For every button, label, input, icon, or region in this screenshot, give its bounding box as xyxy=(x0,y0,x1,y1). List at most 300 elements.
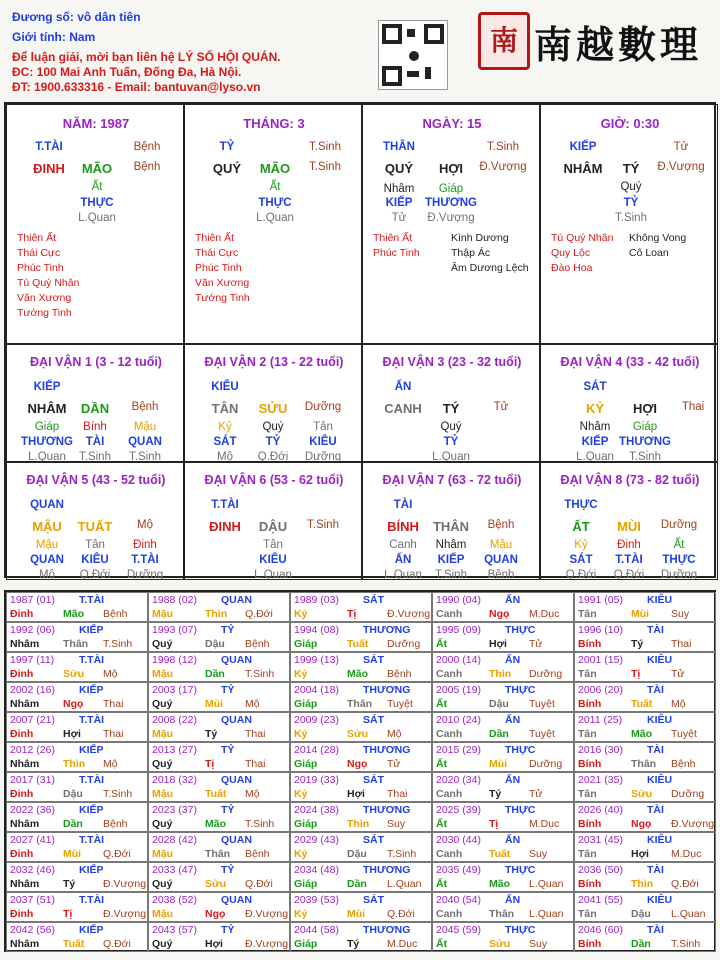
dai-van-value: Quý xyxy=(440,421,462,433)
dai-van-value: Bệnh xyxy=(131,401,159,413)
year-stem: Giáp xyxy=(294,938,318,950)
year-label: 2034 (48) xyxy=(294,864,339,876)
dai-van-value: Kỷ xyxy=(218,421,232,433)
year-stage: L.Quan xyxy=(529,878,564,890)
year-stage: Mộ xyxy=(103,758,118,770)
year-label: 2020 (34) xyxy=(436,774,481,786)
year-branch: Mão xyxy=(63,608,84,620)
year-label: 2019 (33) xyxy=(294,774,339,786)
year-god: TỶ xyxy=(221,864,235,876)
year-god: SÁT xyxy=(363,774,384,786)
year-stem: Canh xyxy=(436,908,463,920)
dai-van-value: TÀI xyxy=(85,436,105,448)
pillar-value: L.Quan xyxy=(78,212,116,224)
year-stem: Tân xyxy=(578,608,597,620)
gender: Giới tính: Nam xyxy=(12,30,96,44)
year-branch: Dần xyxy=(205,668,225,680)
year-god: THƯƠNG xyxy=(363,864,411,876)
year-label: 1998 (12) xyxy=(152,654,197,666)
year-cell xyxy=(6,802,148,832)
year-god: THỰC xyxy=(505,864,536,876)
year-branch: Dậu xyxy=(347,848,367,860)
dai-van-value: Đinh xyxy=(133,539,157,551)
year-cell xyxy=(148,712,290,742)
year-stage: Tuyệt xyxy=(387,698,413,710)
year-cell xyxy=(290,592,432,622)
dai-van-value: NHÂM xyxy=(27,401,67,416)
star-name: Tướng Tinh xyxy=(17,307,72,319)
pillar-value: Tử xyxy=(391,212,407,224)
year-stem: Nhâm xyxy=(10,818,40,830)
pillar-value: QUÝ xyxy=(212,161,242,176)
year-label: 2010 (24) xyxy=(436,714,481,726)
owner-name: Đương số: vô dân tiên xyxy=(12,10,141,24)
year-label: 2024 (38) xyxy=(294,804,339,816)
dai-van-value: Giáp xyxy=(34,421,60,433)
contact-note: Để luận giải, mời bạn liên hệ LÝ SỐ HỘI QUÁN. xyxy=(12,50,281,64)
year-label: 2015 (29) xyxy=(436,744,481,756)
dai-van-value: THƯƠNG xyxy=(619,436,671,448)
dai-van-value: Mộ xyxy=(217,451,233,462)
year-label: 2030 (44) xyxy=(436,834,481,846)
year-stage: Tử xyxy=(529,638,543,650)
year-stem: Quý xyxy=(152,638,173,650)
dai-van-2 xyxy=(184,344,362,462)
pillar-value: THÂN xyxy=(383,141,415,153)
year-label: 2027 (41) xyxy=(10,834,55,846)
year-cell xyxy=(574,832,716,862)
year-label: 2042 (56) xyxy=(10,924,55,936)
year-stage: Dưỡng xyxy=(529,758,563,770)
year-god: TÀI xyxy=(647,744,664,756)
year-stem: Mậu xyxy=(152,848,173,860)
year-stem: Nhâm xyxy=(10,938,40,950)
year-stem: Nhâm xyxy=(10,698,40,710)
star-name: Thiên Ất xyxy=(17,232,57,244)
pillar-value: T.Sinh xyxy=(309,141,341,153)
year-stage: Tử xyxy=(387,758,401,770)
year-branch: Ngọ xyxy=(631,818,652,830)
dai-van-title: ĐẠI VẬN 8 (73 - 82 tuổi) xyxy=(560,473,700,487)
pillar-value: Đ.Vượng xyxy=(479,161,527,173)
year-branch: Tuất xyxy=(63,938,85,950)
year-stem: Đinh xyxy=(10,848,34,860)
dai-van-value: ẤN xyxy=(394,554,412,566)
year-label: 1997 (11) xyxy=(10,654,55,666)
year-stage: T.Sinh xyxy=(387,848,417,860)
dai-van-title: ĐẠI VẬN 3 (23 - 32 tuổi) xyxy=(382,355,522,369)
year-god: SÁT xyxy=(363,594,384,606)
dai-van-value: Mộ xyxy=(137,519,153,531)
year-label: 2000 (14) xyxy=(436,654,481,666)
year-label: 2036 (50) xyxy=(578,864,623,876)
year-cell xyxy=(290,862,432,892)
dai-van-value: THỰC xyxy=(662,554,696,566)
year-stem: Quý xyxy=(152,878,173,890)
year-god: THƯƠNG xyxy=(363,744,411,756)
year-cell xyxy=(6,832,148,862)
year-cell xyxy=(574,862,716,892)
year-stem: Đinh xyxy=(10,788,34,800)
year-stem: Canh xyxy=(436,728,463,740)
year-branch: Mùi xyxy=(631,608,650,620)
year-stage: Bệnh xyxy=(387,668,412,680)
year-label: 2021 (35) xyxy=(578,774,623,786)
year-label: 1990 (04) xyxy=(436,594,481,606)
year-stage: Đ.Vượng xyxy=(245,908,289,920)
year-god: QUAN xyxy=(221,714,252,726)
year-cell xyxy=(148,682,290,712)
year-label: 1999 (13) xyxy=(294,654,339,666)
pillar-value: Bệnh xyxy=(133,161,161,173)
dai-van-title: ĐẠI VẬN 6 (53 - 62 tuổi) xyxy=(204,473,344,487)
year-cell xyxy=(574,682,716,712)
pillar-2 xyxy=(184,104,362,344)
year-god: THỰC xyxy=(505,804,536,816)
year-cell xyxy=(148,802,290,832)
dai-van-value: T.TÀI xyxy=(131,554,159,566)
year-cell xyxy=(290,742,432,772)
year-cell xyxy=(290,622,432,652)
year-stage: L.Quan xyxy=(387,878,422,890)
year-label: 2002 (16) xyxy=(10,684,55,696)
dai-van-value: SỬU xyxy=(258,401,288,416)
year-branch: Tị xyxy=(205,758,215,770)
dai-van-value: Q.Đới xyxy=(79,569,111,580)
year-cell xyxy=(6,622,148,652)
year-branch: Ngọ xyxy=(63,698,84,710)
year-stem: Giáp xyxy=(294,758,318,770)
year-cell xyxy=(432,922,574,952)
year-stem: Quý xyxy=(152,938,173,950)
year-god: T.TÀI xyxy=(79,714,105,726)
dai-van-value: Mậu xyxy=(35,539,59,551)
year-branch: Thân xyxy=(631,758,657,770)
phone-email[interactable]: ĐT: 1900.633316 - Email: bantuvan@lyso.vn xyxy=(12,80,261,94)
dai-van-value: ẤN xyxy=(394,381,412,393)
pillar-value: Bệnh xyxy=(133,141,161,153)
pillar-value: L.Quan xyxy=(256,212,294,224)
year-label: 1996 (10) xyxy=(578,624,623,636)
year-god: KIÊU xyxy=(647,594,673,606)
year-stage: Đ.Vượng xyxy=(245,938,289,950)
year-stem: Tân xyxy=(578,848,597,860)
year-stem: Quý xyxy=(152,818,173,830)
star-list xyxy=(17,231,79,321)
year-stage: Đ.Vượng xyxy=(387,608,431,620)
dai-van-value: T.Sinh xyxy=(307,519,339,531)
year-god: KIẾP xyxy=(79,804,104,816)
year-label: 1995 (09) xyxy=(436,624,481,636)
year-cell xyxy=(432,622,574,652)
year-god: KIÊU xyxy=(647,894,673,906)
year-stage: Dưỡng xyxy=(529,668,563,680)
year-stage: M.Dục xyxy=(671,848,702,860)
year-god: KIẾP xyxy=(79,624,104,636)
year-stem: Tân xyxy=(578,908,597,920)
dai-van-value: L.Quan xyxy=(576,451,614,462)
qr-code-icon[interactable] xyxy=(378,20,448,90)
year-cell xyxy=(574,622,716,652)
year-branch: Thân xyxy=(489,908,515,920)
year-label: 2003 (17) xyxy=(152,684,197,696)
star-name: Thái Cực xyxy=(17,247,61,259)
pillar-3 xyxy=(362,104,540,344)
year-stage: Thai xyxy=(103,698,124,710)
year-label: 2014 (28) xyxy=(294,744,339,756)
star-name: Văn Xương xyxy=(195,277,250,289)
dai-van-title: ĐẠI VẬN 2 (13 - 22 tuổi) xyxy=(204,355,344,369)
dai-van-value: Đinh xyxy=(617,539,641,551)
dai-van-value: Quý xyxy=(262,421,284,433)
year-god: TÀI xyxy=(647,804,664,816)
year-god: KIẾP xyxy=(79,924,104,936)
year-god: ẤN xyxy=(505,594,521,606)
year-cell xyxy=(290,892,432,922)
year-stem: Kỷ xyxy=(294,848,308,860)
pillar-title: THÁNG: 3 xyxy=(243,116,305,131)
pillar-value: Nhâm xyxy=(383,183,415,195)
year-cell xyxy=(6,862,148,892)
star-name: Không Vong xyxy=(629,232,687,244)
star-name: Văn Xương xyxy=(17,292,72,304)
dai-van-value: Dưỡng xyxy=(304,451,342,462)
year-stage: Tử xyxy=(671,668,685,680)
star-name: Phúc Tinh xyxy=(195,262,242,274)
year-stem: Ất xyxy=(436,758,448,770)
dai-van-value: TÀI xyxy=(393,499,413,511)
dai-van-value: T.Sinh xyxy=(79,451,111,462)
year-cell xyxy=(432,892,574,922)
star-name: Quy Lộc xyxy=(551,247,591,259)
dai-van-8 xyxy=(540,462,718,580)
dai-van-value: L.Quan xyxy=(28,451,66,462)
year-stem: Bính xyxy=(578,758,602,770)
star-name: Kình Dương xyxy=(451,232,509,244)
year-label: 1994 (08) xyxy=(294,624,339,636)
year-branch: Tuất xyxy=(205,788,227,800)
year-cell xyxy=(6,682,148,712)
year-cell xyxy=(6,772,148,802)
year-branch: Mão xyxy=(631,728,652,740)
year-label: 2040 (54) xyxy=(436,894,481,906)
year-stage: Thai xyxy=(671,638,692,650)
year-cell xyxy=(432,832,574,862)
dai-van-value: TỶ xyxy=(265,436,281,448)
dai-van-value: SÁT xyxy=(583,381,607,393)
year-stem: Giáp xyxy=(294,698,318,710)
dai-van-value: Mậu xyxy=(133,421,157,433)
year-branch: Sửu xyxy=(489,938,511,950)
year-stage: Bệnh xyxy=(245,638,270,650)
dai-van-value: KIÊU xyxy=(81,554,109,566)
star-name: Phúc Tinh xyxy=(373,247,420,259)
year-god: SÁT xyxy=(363,894,384,906)
star-name: Cô Loan xyxy=(629,247,669,259)
dai-van-value: HỢI xyxy=(632,401,658,416)
year-stem: Giáp xyxy=(294,638,318,650)
year-god: KIẾP xyxy=(79,744,104,756)
year-label: 2032 (46) xyxy=(10,864,55,876)
dai-van-value: BÍNH xyxy=(387,519,419,534)
dai-van-value: MẬU xyxy=(32,519,62,534)
year-stem: Giáp xyxy=(294,878,318,890)
year-cell xyxy=(6,592,148,622)
year-stem: Bính xyxy=(578,878,602,890)
year-branch: Hợi xyxy=(489,638,507,650)
year-stem: Ất xyxy=(436,638,448,650)
dai-van-value: Bệnh xyxy=(487,569,515,580)
dai-van-4 xyxy=(540,344,718,462)
year-cell xyxy=(290,832,432,862)
pillar-title: NĂM: 1987 xyxy=(62,116,130,131)
pillar-value: MÃO xyxy=(81,161,113,176)
year-god: THỰC xyxy=(505,744,536,756)
year-stage: T.Sinh xyxy=(671,938,701,950)
year-label: 2008 (22) xyxy=(152,714,197,726)
year-branch: Tị xyxy=(489,818,499,830)
dai-van-value: ĐINH xyxy=(209,519,241,534)
year-stem: Bính xyxy=(578,698,602,710)
year-label: 2035 (49) xyxy=(436,864,481,876)
year-stage: Mộ xyxy=(103,668,118,680)
year-stage: Dưỡng xyxy=(671,788,705,800)
year-stem: Kỷ xyxy=(294,728,308,740)
year-label: 2001 (15) xyxy=(578,654,623,666)
pillar-value: TÝ xyxy=(622,161,640,176)
year-label: 2023 (37) xyxy=(152,804,197,816)
year-stem: Ất xyxy=(436,878,448,890)
pillar-value: T.Sinh xyxy=(487,141,519,153)
year-god: ẤN xyxy=(505,654,521,666)
pillar-1 xyxy=(6,104,184,344)
pillar-title: GIỜ: 0:30 xyxy=(600,116,660,131)
red-seal-logo: 南 xyxy=(478,12,530,70)
dai-van-title: ĐẠI VẬN 7 (63 - 72 tuổi) xyxy=(382,473,522,487)
year-branch: Sửu xyxy=(63,668,85,680)
star-name: Thiên Ất xyxy=(373,232,413,244)
year-stage: Q.Đới xyxy=(671,878,699,890)
dai-van-value: TÝ xyxy=(442,401,460,416)
year-branch: Dậu xyxy=(631,908,651,920)
pillar-value: Quý xyxy=(620,181,642,193)
dai-van-value: Q.Đới xyxy=(565,569,597,580)
year-branch: Tị xyxy=(631,668,641,680)
year-god: ẤN xyxy=(505,894,521,906)
year-branch: Thìn xyxy=(63,758,86,770)
dai-van-value: KIÊU xyxy=(211,381,239,393)
pillar-value: Giáp xyxy=(438,183,464,195)
year-stem: Tân xyxy=(578,728,597,740)
dai-van-value: TỶ xyxy=(443,436,459,448)
address: ĐC: 100 Mai Anh Tuấn, Đống Đa, Hà Nội. xyxy=(12,65,242,79)
year-stage: T.Sinh xyxy=(245,668,275,680)
star-list xyxy=(629,231,686,261)
year-branch: Tý xyxy=(205,728,218,740)
year-cell xyxy=(432,742,574,772)
year-god: KIẾP xyxy=(79,864,104,876)
year-stage: Tuyệt xyxy=(529,698,555,710)
star-list xyxy=(373,231,420,261)
year-label: 1987 (01) xyxy=(10,594,55,606)
year-cell xyxy=(148,652,290,682)
dai-van-value: QUAN xyxy=(484,554,518,566)
year-god: TÀI xyxy=(647,684,664,696)
year-cell xyxy=(148,922,290,952)
pillar-value: T.Sinh xyxy=(615,212,647,224)
year-branch: Tý xyxy=(63,878,76,890)
year-stem: Kỷ xyxy=(294,788,308,800)
year-cell xyxy=(574,592,716,622)
year-branch: Tị xyxy=(347,608,357,620)
year-stage: Suy xyxy=(529,848,548,860)
year-cell xyxy=(290,922,432,952)
year-label: 2037 (51) xyxy=(10,894,55,906)
year-branch: Tuất xyxy=(347,638,369,650)
year-cell xyxy=(290,682,432,712)
year-god: T.TÀI xyxy=(79,774,105,786)
year-cell xyxy=(574,772,716,802)
dai-van-value: SÁT xyxy=(213,436,237,448)
annual-luck-table xyxy=(4,590,716,952)
star-name: Thiên Ất xyxy=(195,232,235,244)
year-branch: Sửu xyxy=(347,728,369,740)
dai-van-value: Dưỡng xyxy=(660,519,698,531)
year-god: TỶ xyxy=(221,744,235,756)
year-stage: Dưỡng xyxy=(387,638,421,650)
year-god: SÁT xyxy=(363,714,384,726)
year-stage: Bệnh xyxy=(103,818,128,830)
year-stem: Nhâm xyxy=(10,758,40,770)
dai-van-value: Tân xyxy=(263,539,283,551)
year-god: THỰC xyxy=(505,624,536,636)
pillar-value: TỶ xyxy=(219,141,235,153)
year-stem: Mậu xyxy=(152,908,173,920)
year-branch: Tuất xyxy=(631,698,653,710)
year-god: ẤN xyxy=(505,714,521,726)
year-cell xyxy=(6,742,148,772)
year-label: 2017 (31) xyxy=(10,774,55,786)
year-branch: Hợi xyxy=(205,938,223,950)
year-cell xyxy=(574,742,716,772)
dai-van-value: Dưỡng xyxy=(126,569,164,580)
dai-van-value: THÂN xyxy=(432,519,470,534)
year-cell xyxy=(432,592,574,622)
year-label: 1988 (02) xyxy=(152,594,197,606)
dai-van-1 xyxy=(6,344,184,462)
pillar-value: KIẾP xyxy=(385,197,413,209)
year-label: 2043 (57) xyxy=(152,924,197,936)
year-stem: Tân xyxy=(578,668,597,680)
year-cell xyxy=(574,712,716,742)
year-stem: Canh xyxy=(436,608,463,620)
year-label: 2016 (30) xyxy=(578,744,623,756)
year-stage: M.Dục xyxy=(529,818,560,830)
year-god: QUAN xyxy=(221,774,252,786)
year-branch: Mão xyxy=(347,668,368,680)
year-stem: Bính xyxy=(578,938,602,950)
year-god: THỰC xyxy=(505,684,536,696)
year-stage: Q.Đới xyxy=(387,908,415,920)
star-name: Phúc Tinh xyxy=(17,262,64,274)
year-cell xyxy=(290,772,432,802)
dai-van-value: Thai xyxy=(681,401,705,413)
year-stage: Suy xyxy=(671,608,690,620)
dai-van-value: Kỷ xyxy=(574,539,588,551)
year-branch: Mùi xyxy=(489,758,508,770)
year-cell xyxy=(6,652,148,682)
star-name: Tướng Tinh xyxy=(195,292,250,304)
